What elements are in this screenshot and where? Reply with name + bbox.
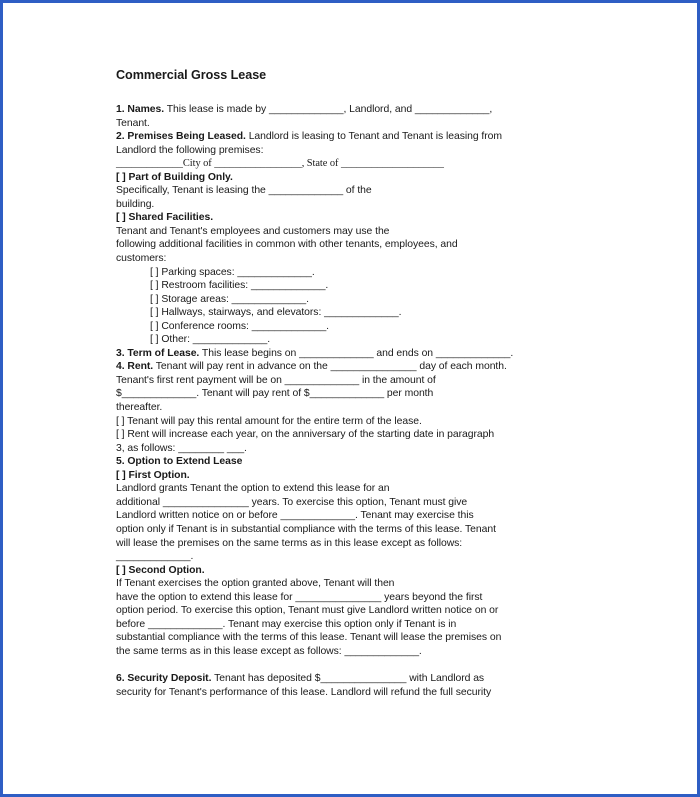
section-heading: 3. Term of Lease. — [116, 347, 200, 359]
document-line — [116, 320, 586, 334]
document-line — [116, 550, 586, 564]
line-text: thereafter. — [116, 402, 163, 414]
lease-document — [116, 68, 586, 699]
line-text: 3, as follows: ________ ___. — [116, 442, 247, 454]
section-heading: 6. Security Deposit. — [116, 672, 212, 684]
document-line — [116, 631, 586, 645]
document-line — [116, 428, 586, 442]
line-text: $_____________. Tenant will pay rent of $_____________ per month — [116, 388, 434, 400]
line-text: [ ] Tenant will pay this rental amount for the entire term of the lease. — [116, 415, 422, 427]
section-heading: 2. Premises Being Leased. — [116, 131, 246, 143]
document-line — [116, 618, 586, 632]
document-line — [116, 225, 586, 239]
line-text: Tenant's first rent payment will be on _____________ in the amount of — [116, 374, 436, 386]
document-line — [116, 184, 586, 198]
document-line — [116, 564, 586, 578]
document-line — [116, 117, 586, 131]
document-line — [116, 333, 586, 347]
line-text: _____________. — [116, 551, 194, 563]
document-line — [116, 672, 586, 686]
section-heading: [ ] Shared Facilities. — [116, 212, 214, 224]
document-line — [116, 252, 586, 266]
document-line — [116, 387, 586, 401]
line-text: If Tenant exercises the option granted above, Tenant will then — [116, 578, 395, 590]
line-text: the same terms as in this lease except as follows: _____________. — [116, 645, 422, 657]
line-text: Specifically, Tenant is leasing the _____________ of the — [116, 185, 372, 197]
document-line — [116, 279, 586, 293]
line-text: This lease is made by _____________, Landlord, and _____________, — [164, 104, 493, 115]
document-line — [116, 401, 586, 415]
line-text: [ ] Hallways, stairways, and elevators: _____________. — [150, 307, 402, 319]
line-text: Tenant will pay rent in advance on the _______________ day of each month. — [153, 361, 507, 373]
document-line — [116, 103, 586, 117]
line-text: before _____________. Tenant may exercise this option only if Tenant is in — [116, 618, 457, 630]
line-text: will lease the premises on the same terms as in this lease except as follows: — [116, 537, 463, 549]
line-text: [ ] Parking spaces: _____________. — [150, 266, 315, 278]
section-heading: 5. Option to Extend Lease — [116, 456, 243, 468]
line-text: following additional facilities in common with other tenants, employees, and — [116, 239, 458, 251]
document-line — [116, 604, 586, 618]
line-text: additional _______________ years. To exercise this option, Tenant must give — [116, 496, 468, 508]
document-line — [116, 293, 586, 307]
document-line — [116, 658, 586, 672]
document-line — [116, 577, 586, 591]
line-text: Tenant and Tenant's employees and customers may use the — [116, 225, 390, 237]
line-text: Landlord the following premises: — [116, 144, 264, 156]
document-line — [116, 198, 586, 212]
line-text: option only if Tenant is in substantial compliance with the terms of this lease. Tenant — [116, 523, 496, 535]
line-text: building. — [116, 198, 155, 210]
document-line — [116, 360, 586, 374]
line-text: have the option to extend this lease for _______________ years beyond the first — [116, 591, 483, 603]
section-heading: 1. Names. — [116, 104, 165, 115]
document-line — [116, 455, 586, 469]
line-text: [ ] Storage areas: _____________. — [150, 293, 309, 305]
document-body — [116, 103, 586, 699]
document-line — [116, 415, 586, 429]
section-heading: [ ] First Option. — [116, 469, 190, 481]
document-line — [116, 130, 586, 144]
line-text: security for Tenant's performance of this lease. Landlord will refund the full security — [116, 686, 492, 698]
line-text: [ ] Other: _____________. — [150, 334, 271, 346]
document-line — [116, 347, 586, 361]
line-text: Tenant. — [116, 117, 150, 129]
line-text: [ ] Conference rooms: _____________. — [150, 320, 330, 332]
document-line — [116, 686, 586, 700]
document-title: Commercial Gross Lease — [116, 68, 267, 82]
section-heading: [ ] Part of Building Only. — [116, 171, 233, 183]
document-line — [116, 509, 586, 523]
document-line — [116, 537, 586, 551]
document-line — [116, 266, 586, 280]
document-line — [116, 523, 586, 537]
document-line — [116, 591, 586, 605]
document-line — [116, 144, 586, 158]
line-text: Landlord grants Tenant the option to extend this lease for an — [116, 483, 390, 495]
line-text: substantial compliance with the terms of this lease. Tenant will lease the premises on — [116, 632, 502, 644]
line-text: Landlord written notice on or before _____________. Tenant may exercise this — [116, 510, 474, 522]
section-heading: 4. Rent. — [116, 361, 154, 373]
document-line — [116, 238, 586, 252]
line-text: option period. To exercise this option, Tenant must give Landlord written notice on or — [116, 605, 499, 617]
document-line — [116, 306, 586, 320]
document-line — [116, 171, 586, 185]
line-text: [ ] Rent will increase each year, on the anniversary of the starting date in paragraph — [116, 429, 495, 441]
document-line — [116, 469, 586, 483]
line-text: Tenant has deposited $_______________ with Landlord as — [211, 672, 485, 684]
document-line — [116, 442, 586, 456]
document-line — [116, 645, 586, 659]
line-text: _____________City of _________________, State of ____________________ — [116, 158, 444, 170]
line-text: customers: — [116, 253, 167, 265]
document-line — [116, 496, 586, 510]
line-text: This lease begins on _____________ and ends on _____________. — [199, 347, 514, 359]
document-line — [116, 482, 586, 496]
section-heading: [ ] Second Option. — [116, 564, 205, 576]
line-text: [ ] Restroom facilities: _____________. — [150, 280, 329, 292]
document-line — [116, 211, 586, 225]
document-line — [116, 157, 586, 171]
line-text: Landlord is leasing to Tenant and Tenant is leasing from — [245, 131, 502, 143]
document-line — [116, 374, 586, 388]
